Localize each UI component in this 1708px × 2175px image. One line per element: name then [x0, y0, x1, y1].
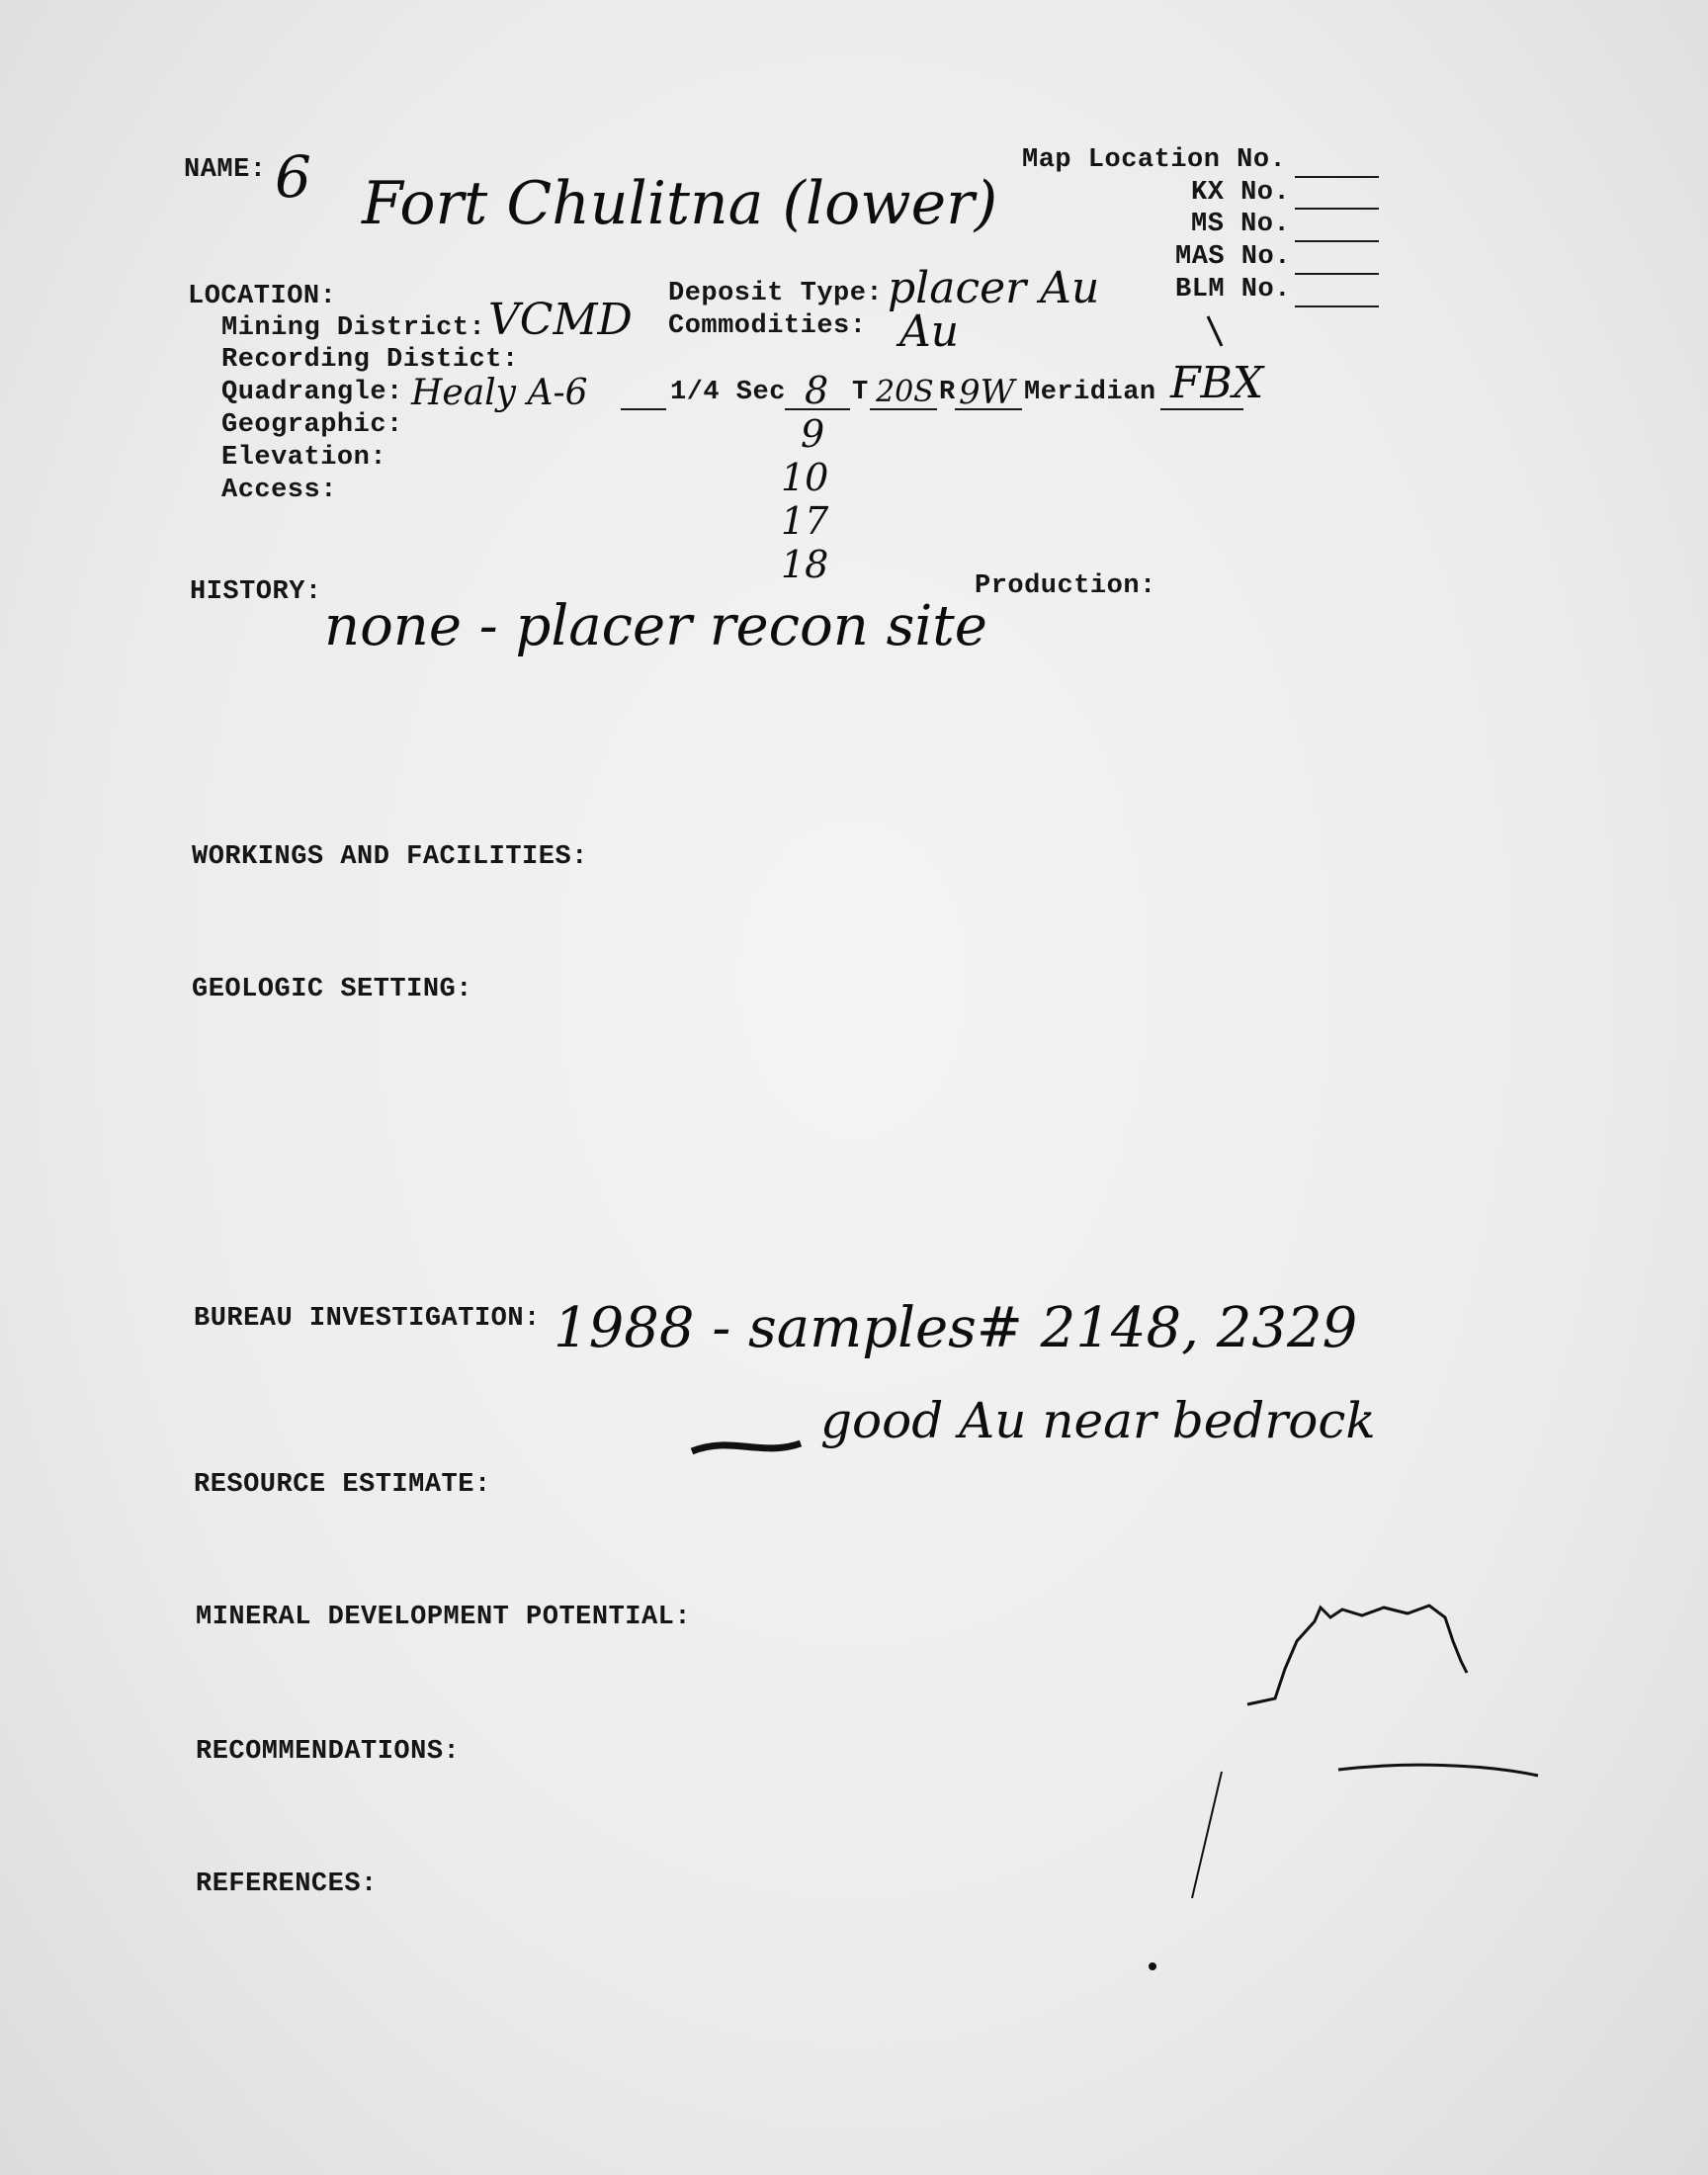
mining-district-entry: VCMD — [488, 295, 633, 345]
name-entry: Fort Chulitna (lower) — [362, 169, 998, 238]
section-entry-5: 18 — [781, 543, 829, 586]
name-label: NAME: — [184, 155, 267, 185]
range-entry: 9W — [959, 373, 1015, 412]
geographic-label: Geographic: — [221, 410, 403, 440]
resource-estimate-label: RESOURCE ESTIMATE: — [194, 1470, 491, 1500]
workings-facilities-label: WORKINGS AND FACILITIES: — [192, 842, 588, 872]
meridian-slash-mark — [1208, 316, 1222, 346]
mineral-development-label: MINERAL DEVELOPMENT POTENTIAL: — [196, 1603, 692, 1632]
bureau-investigation-entry: 1988 - samples# 2148, 2329 — [554, 1296, 1358, 1360]
map-location-label: Map Location No. — [1022, 145, 1287, 175]
geologic-setting-label: GEOLOGIC SETTING: — [192, 975, 472, 1004]
section-entry-4: 17 — [781, 499, 829, 543]
history-entry: none - placer recon site — [324, 594, 987, 658]
kx-label: KX No. — [1191, 178, 1291, 208]
bureau-note-entry: good Au near bedrock — [820, 1392, 1376, 1449]
commodities-label: Commodities: — [668, 311, 867, 341]
quarter-sec-label: 1/4 Sec — [670, 378, 786, 407]
recording-district-label: Recording Distict: — [221, 345, 519, 375]
mining-district-label: Mining District: — [221, 313, 486, 343]
quadrangle-label: Quadrangle: — [221, 378, 403, 407]
mas-label: MAS No. — [1175, 242, 1291, 272]
meridian-label: Meridian — [1024, 378, 1156, 407]
section-entry-2: 9 — [801, 412, 825, 456]
map-number-entry: 6 — [275, 143, 311, 211]
blm-label: BLM No. — [1175, 275, 1291, 304]
production-label: Production: — [975, 571, 1156, 601]
deposit-type-entry: placer Au — [888, 263, 1100, 313]
deposit-type-label: Deposit Type: — [668, 279, 884, 308]
meridian-entry: FBX — [1170, 358, 1264, 408]
ink-dot — [1149, 1962, 1156, 1970]
range-label: R — [939, 378, 956, 407]
commodities-entry: Au — [899, 306, 960, 357]
section-entry-1: 8 — [805, 369, 829, 412]
section-entry-3: 10 — [781, 456, 829, 499]
ms-label: MS No. — [1191, 210, 1291, 239]
history-label: HISTORY: — [190, 577, 322, 607]
bureau-investigation-label: BUREAU INVESTIGATION: — [194, 1304, 541, 1334]
access-label: Access: — [221, 476, 337, 505]
township-label: T — [852, 378, 869, 407]
elevation-label: Elevation: — [221, 443, 387, 473]
recommendations-label: RECOMMENDATIONS: — [196, 1737, 461, 1767]
diagonal-stroke-mark — [1192, 1772, 1222, 1898]
location-label: LOCATION: — [188, 282, 337, 311]
horizontal-stroke-mark — [1338, 1765, 1538, 1776]
references-label: REFERENCES: — [196, 1870, 378, 1899]
strikethrough-mark — [692, 1443, 801, 1451]
squiggle-mark — [1247, 1606, 1467, 1704]
township-entry: 20S — [876, 375, 934, 409]
quadrangle-entry: Healy A-6 — [411, 373, 588, 413]
